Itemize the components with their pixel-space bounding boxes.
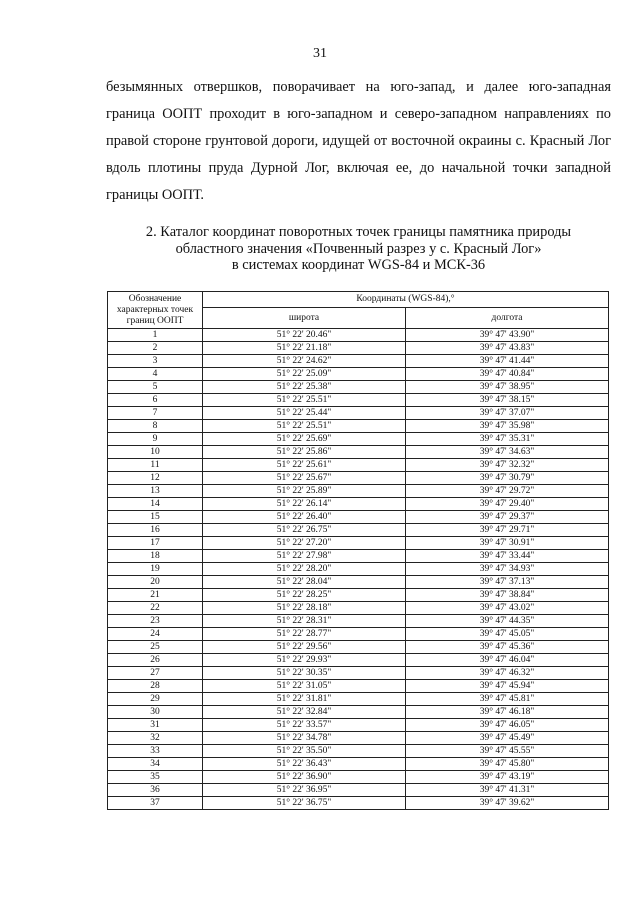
table-body: [108, 329, 609, 810]
table-row: [108, 602, 609, 615]
point-number-cell: 6: [108, 394, 203, 407]
longitude-cell: 39° 47' 46.05": [406, 719, 609, 732]
latitude-cell: 51° 22' 31.81": [203, 693, 406, 706]
table-row: [108, 407, 609, 420]
table-row: [108, 472, 609, 485]
page-number: 31: [313, 46, 327, 61]
latitude-cell: 51° 22' 26.14": [203, 498, 406, 511]
table-row: [108, 732, 609, 745]
section-title: [106, 224, 611, 274]
point-number-cell: 15: [108, 511, 203, 524]
longitude-cell: 39° 47' 45.55": [406, 745, 609, 758]
point-number-cell: 10: [108, 446, 203, 459]
latitude-cell: 51° 22' 29.93": [203, 654, 406, 667]
point-number-cell: 26: [108, 654, 203, 667]
longitude-cell: 39° 47' 45.36": [406, 641, 609, 654]
table-row: [108, 329, 609, 342]
table-row: [108, 368, 609, 381]
table-row: [108, 524, 609, 537]
longitude-cell: 39° 47' 40.84": [406, 368, 609, 381]
table-row: [108, 706, 609, 719]
point-number-cell: 2: [108, 342, 203, 355]
point-number-cell: 12: [108, 472, 203, 485]
point-number-cell: 3: [108, 355, 203, 368]
table-row: [108, 537, 609, 550]
point-number-cell: 29: [108, 693, 203, 706]
latitude-cell: 51° 22' 34.78": [203, 732, 406, 745]
table-row: [108, 628, 609, 641]
table-row: [108, 576, 609, 589]
longitude-cell: 39° 47' 37.13": [406, 576, 609, 589]
latitude-cell: 51° 22' 36.90": [203, 771, 406, 784]
table-row: [108, 498, 609, 511]
longitude-cell: 39° 47' 38.15": [406, 394, 609, 407]
latitude-cell: 51° 22' 26.75": [203, 524, 406, 537]
table-row: [108, 784, 609, 797]
latitude-cell: 51° 22' 25.09": [203, 368, 406, 381]
longitude-cell: 39° 47' 44.35": [406, 615, 609, 628]
longitude-cell: 39° 47' 38.95": [406, 381, 609, 394]
point-number-cell: 27: [108, 667, 203, 680]
longitude-cell: 39° 47' 43.19": [406, 771, 609, 784]
latitude-cell: 51° 22' 25.67": [203, 472, 406, 485]
table-row: [108, 615, 609, 628]
latitude-cell: 51° 22' 35.50": [203, 745, 406, 758]
point-number-cell: 18: [108, 550, 203, 563]
table-row: [108, 641, 609, 654]
latitude-cell: 51° 22' 28.04": [203, 576, 406, 589]
longitude-cell: 39° 47' 39.62": [406, 797, 609, 810]
body-paragraph: безымянных отвершков, поворачивает на юго-запад, и далее юго-западная граница ООПТ проходит в юго-западном и северо-западном направлениях по правой стороне грунтовой дороги, идущей от восточной окраины с. Красный Лог вдоль плотины пруда Дурной Лог, включая ее, до начальной точки западной границы ООПТ.: [106, 79, 611, 203]
latitude-cell: 51° 22' 28.77": [203, 628, 406, 641]
table-row: [108, 745, 609, 758]
latitude-cell: 51° 22' 25.86": [203, 446, 406, 459]
table-row: [108, 771, 609, 784]
table-row: [108, 446, 609, 459]
header-longitude: долгота: [406, 308, 609, 329]
point-number-cell: 16: [108, 524, 203, 537]
latitude-cell: 51° 22' 33.57": [203, 719, 406, 732]
longitude-cell: 39° 47' 46.18": [406, 706, 609, 719]
longitude-cell: 39° 47' 29.37": [406, 511, 609, 524]
table-row: [108, 589, 609, 602]
longitude-cell: 39° 47' 30.91": [406, 537, 609, 550]
latitude-cell: 51° 22' 27.98": [203, 550, 406, 563]
table-row: [108, 381, 609, 394]
latitude-cell: 51° 22' 36.95": [203, 784, 406, 797]
point-number-cell: 11: [108, 459, 203, 472]
longitude-cell: 39° 47' 30.79": [406, 472, 609, 485]
longitude-cell: 39° 47' 45.49": [406, 732, 609, 745]
latitude-cell: 51° 22' 25.89": [203, 485, 406, 498]
latitude-cell: 51° 22' 25.38": [203, 381, 406, 394]
longitude-cell: 39° 47' 45.80": [406, 758, 609, 771]
table-row: [108, 693, 609, 706]
longitude-cell: 39° 47' 41.31": [406, 784, 609, 797]
point-number-cell: 5: [108, 381, 203, 394]
point-number-cell: 35: [108, 771, 203, 784]
table-row: [108, 459, 609, 472]
longitude-cell: 39° 47' 43.83": [406, 342, 609, 355]
latitude-cell: 51° 22' 32.84": [203, 706, 406, 719]
longitude-cell: 39° 47' 33.44": [406, 550, 609, 563]
header-latitude: широта: [203, 308, 406, 329]
point-number-cell: 13: [108, 485, 203, 498]
table-row: [108, 420, 609, 433]
table-row: [108, 680, 609, 693]
section-title-line-2: областного значения «Почвенный разрез у с. Красный Лог»: [175, 240, 542, 257]
point-number-cell: 24: [108, 628, 203, 641]
coordinates-table: [107, 291, 609, 810]
longitude-cell: 39° 47' 41.44": [406, 355, 609, 368]
longitude-cell: 39° 47' 43.90": [406, 329, 609, 342]
point-number-cell: 23: [108, 615, 203, 628]
header-points: Обозначение характерных точек границ ООПТ: [108, 292, 203, 329]
latitude-cell: 51° 22' 20.46": [203, 329, 406, 342]
point-number-cell: 28: [108, 680, 203, 693]
latitude-cell: 51° 22' 25.44": [203, 407, 406, 420]
longitude-cell: 39° 47' 45.05": [406, 628, 609, 641]
longitude-cell: 39° 47' 37.07": [406, 407, 609, 420]
longitude-cell: 39° 47' 34.93": [406, 563, 609, 576]
latitude-cell: 51° 22' 21.18": [203, 342, 406, 355]
latitude-cell: 51° 22' 29.56": [203, 641, 406, 654]
point-number-cell: 33: [108, 745, 203, 758]
longitude-cell: 39° 47' 32.32": [406, 459, 609, 472]
point-number-cell: 32: [108, 732, 203, 745]
table-row: [108, 394, 609, 407]
latitude-cell: 51° 22' 26.40": [203, 511, 406, 524]
longitude-cell: 39° 47' 43.02": [406, 602, 609, 615]
table-row: [108, 550, 609, 563]
point-number-cell: 8: [108, 420, 203, 433]
latitude-cell: 51° 22' 25.51": [203, 394, 406, 407]
point-number-cell: 14: [108, 498, 203, 511]
latitude-cell: 51° 22' 25.61": [203, 459, 406, 472]
point-number-cell: 19: [108, 563, 203, 576]
latitude-cell: 51° 22' 28.31": [203, 615, 406, 628]
latitude-cell: 51° 22' 28.25": [203, 589, 406, 602]
table-row: [108, 797, 609, 810]
latitude-cell: 51° 22' 28.20": [203, 563, 406, 576]
point-number-cell: 34: [108, 758, 203, 771]
longitude-cell: 39° 47' 35.98": [406, 420, 609, 433]
table-row: [108, 355, 609, 368]
latitude-cell: 51° 22' 25.69": [203, 433, 406, 446]
longitude-cell: 39° 47' 46.04": [406, 654, 609, 667]
point-number-cell: 37: [108, 797, 203, 810]
point-number-cell: 4: [108, 368, 203, 381]
point-number-cell: 17: [108, 537, 203, 550]
longitude-cell: 39° 47' 34.63": [406, 446, 609, 459]
table-row: [108, 654, 609, 667]
latitude-cell: 51° 22' 25.51": [203, 420, 406, 433]
section-title-line-1: 2. Каталог координат поворотных точек границы памятника природы: [145, 224, 572, 240]
table-row: [108, 719, 609, 732]
point-number-cell: 21: [108, 589, 203, 602]
longitude-cell: 39° 47' 45.81": [406, 693, 609, 706]
table-row: [108, 433, 609, 446]
point-number-cell: 9: [108, 433, 203, 446]
latitude-cell: 51° 22' 24.62": [203, 355, 406, 368]
table-row: [108, 758, 609, 771]
point-number-cell: 7: [108, 407, 203, 420]
longitude-cell: 39° 47' 45.94": [406, 680, 609, 693]
point-number-cell: 36: [108, 784, 203, 797]
point-number-cell: 30: [108, 706, 203, 719]
latitude-cell: 51° 22' 27.20": [203, 537, 406, 550]
table-row: [108, 511, 609, 524]
longitude-cell: 39° 47' 29.40": [406, 498, 609, 511]
longitude-cell: 39° 47' 46.32": [406, 667, 609, 680]
latitude-cell: 51° 22' 36.75": [203, 797, 406, 810]
point-number-cell: 22: [108, 602, 203, 615]
longitude-cell: 39° 47' 35.31": [406, 433, 609, 446]
point-number-cell: 20: [108, 576, 203, 589]
latitude-cell: 51° 22' 30.35": [203, 667, 406, 680]
longitude-cell: 39° 47' 29.72": [406, 485, 609, 498]
header-coordinates: Координаты (WGS-84),°: [203, 292, 609, 308]
table-row: [108, 563, 609, 576]
point-number-cell: 1: [108, 329, 203, 342]
latitude-cell: 51° 22' 28.18": [203, 602, 406, 615]
table-row: [108, 342, 609, 355]
section-title-line-3: в системах координат WGS-84 и МСК-36: [231, 257, 486, 273]
latitude-cell: 51° 22' 31.05": [203, 680, 406, 693]
table-row: [108, 667, 609, 680]
longitude-cell: 39° 47' 38.84": [406, 589, 609, 602]
point-number-cell: 31: [108, 719, 203, 732]
longitude-cell: 39° 47' 29.71": [406, 524, 609, 537]
table-row: [108, 485, 609, 498]
latitude-cell: 51° 22' 36.43": [203, 758, 406, 771]
point-number-cell: 25: [108, 641, 203, 654]
